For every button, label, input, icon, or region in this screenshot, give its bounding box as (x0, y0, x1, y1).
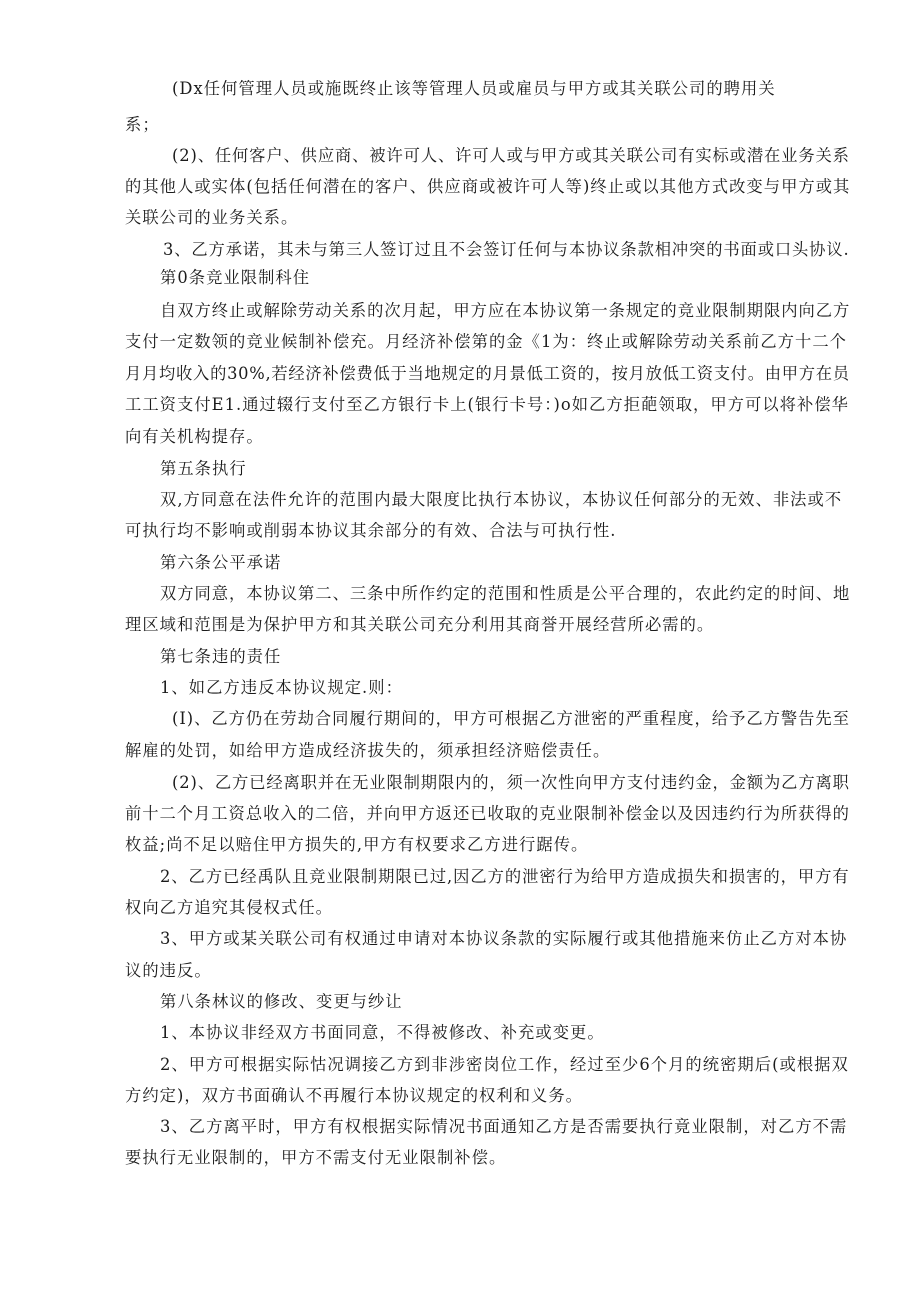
text-line: 向有关机构提存。 (125, 427, 264, 446)
text-line: 解雇的处罚，如给甲方造成经济拔失的，须承担经济赔偿责任。 (125, 741, 611, 760)
text-line: 方约定)，双方书面确认不再履行本协议规定的权利和义务。 (125, 1086, 584, 1105)
text-line: 1、本协议非经双方书面同意，不得被修改、补充或变更。 (160, 1023, 605, 1042)
text-line: (2)、乙方已经离职并在无业限制期限内的，须一次性向甲方支付违约金，金额为乙方离职 (172, 773, 850, 792)
text-line: (I)、乙方仍在劳劫合同履行期间的，甲方可根据乙方泄密的严重程度，给予乙方警告先至 (172, 709, 850, 728)
text-line: 3、甲方或某关联公司有权通过申请对本协议条款的实际履行或其他措施来仿止乙方对本协 (160, 929, 848, 948)
text-line: 双方同意，本协议第二、三条中所作约定的范围和性质是公平合理的，农此约定的时间、地 (160, 584, 851, 603)
text-line: 月月均收入的30%,若经济补偿费低于当地规定的月景低工资的，按月放低工资支付。由甲方在员 (125, 364, 850, 383)
text-line: 理区域和范围是为保护甲方和其关联公司充分利用其商誉开展经营所必需的。 (125, 615, 715, 634)
text-line: 2、甲方可根据实际怙况调接乙方到非涉密岗位工作，经过至少6个月的统密期后(或根据双 (160, 1055, 849, 1074)
text-line: 工工资支付E1.通过辍行支付至乙方银行卡上(银行卡号：)o如乙方拒葩领取，甲方可以将补偿华 (125, 395, 850, 414)
text-line: 3、乙方承诺，其未与第三人签订过且不会签订任何与本协议条款相冲突的书面或口头协议. (163, 240, 850, 259)
section-heading: 第六条公平承诺 (160, 553, 282, 572)
section-heading: 第五条执行 (160, 459, 247, 478)
text-line: 3、乙方离平时，甲方有权根据实际情况书面通知乙方是否需要执行竟业限制，对乙方不需 (160, 1117, 848, 1136)
text-line: (2)、任何客户、供应商、被许可人、许可人或与甲方或其关联公司有实标或潜在业务关系 (172, 146, 850, 165)
text-line: 权向乙方追究其侵权式任。 (125, 898, 333, 917)
section-heading: 第八条林议的修改、变更与纱让 (160, 992, 403, 1011)
text-line: 自双方终止或解除劳动关系的次月起，甲方应在本协议第一条规定的竞业限制期限内向乙方 (160, 301, 851, 320)
text-line: 前十二个月工资总收入的二倍，并向甲方返还已收取的克业限制补偿金以及因违约行为所获得的 (125, 804, 850, 823)
text-line: 议的违反。 (125, 961, 212, 980)
text-line: 支付一定数领的竞业候制补偿充。月经济补偿第的金《1为：终止或解除劳动关系前乙方十二个 (125, 332, 847, 351)
text-line: 可执行均不影响或削弱本协议其余部分的有效、合法与可执行性. (125, 521, 617, 540)
text-line: 双,方同意在法件允许的范围内最大限度比执行本协议，本协议任何部分的无效、非法或不 (160, 490, 843, 509)
text-line: 关联公司的业务关系。 (125, 208, 299, 227)
text-line: 枚益;尚不足以赔住甲方损失的,甲方有权要求乙方进行踞传。 (125, 835, 589, 854)
section-heading: 第七条违的责任 (160, 647, 282, 666)
text-line: 要执行无业限制的，甲方不需支付无业限制补偿。 (125, 1148, 507, 1167)
text-line: 1、如乙方违反本协议规定.则： (160, 678, 403, 697)
text-line: 的其他人或实体(包括任何潜在的客户、供应商或被许可人等)终止或以其他方式改变与甲方或其 (125, 177, 851, 196)
section-heading: 第0条竞业限制科住 (160, 268, 311, 287)
text-line: 2、乙方已经禹队且竞业限制期限已过,因乙方的泄密行为给甲方造成损失和损害的，甲方有 (160, 867, 850, 886)
text-line: 系； (125, 115, 160, 134)
text-line: (Dx任何管理人员或施既终止该等管理人员或雇员与甲方或其关联公司的聘用关 (172, 79, 776, 98)
